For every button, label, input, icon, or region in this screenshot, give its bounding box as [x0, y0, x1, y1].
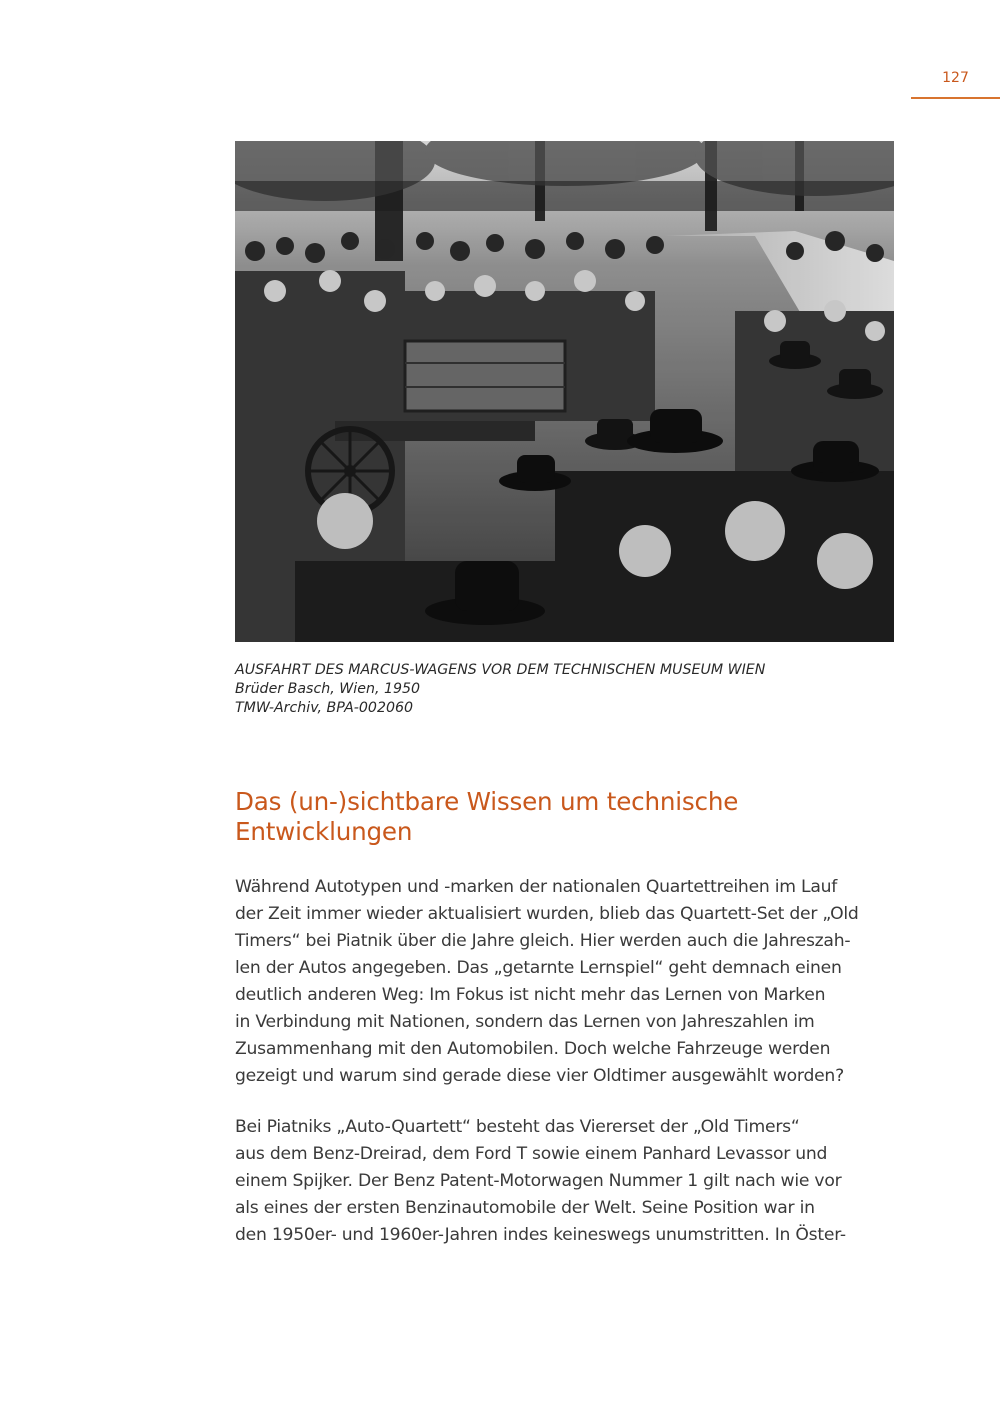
- text-line: aus dem Benz-Dreirad, dem Ford T sowie einem Panhard Levassor und: [235, 1144, 828, 1164]
- section-heading-line: Entwicklungen: [235, 817, 413, 846]
- text-line: in Verbindung mit Nationen, sondern das Lernen von Jahreszahlen im: [235, 1012, 815, 1032]
- historical-photo: [235, 141, 894, 642]
- text-line: Timers“ bei Piatnik über die Jahre gleich. Hier werden auch die Jahreszah-: [235, 931, 851, 951]
- text-line: den 1950er- und 1960er-Jahren indes keineswegs unumstritten. In Öster-: [235, 1225, 846, 1245]
- text-line: der Zeit immer wieder aktualisiert wurden, blieb das Quartett-Set der „Old: [235, 904, 859, 924]
- page-number: 127: [942, 70, 969, 86]
- photo-illustration: [235, 141, 894, 642]
- caption-credit: Brüder Basch, Wien, 1950: [235, 681, 421, 697]
- text-line: len der Autos angegeben. Das „getarnte Lernspiel“ geht demnach einen: [235, 958, 842, 978]
- text-line: Während Autotypen und -marken der nationalen Quartettreihen im Lauf: [235, 877, 838, 897]
- page-number-rule: [911, 97, 1000, 99]
- text-line: gezeigt und warum sind gerade diese vier Oldtimer ausgewählt worden?: [235, 1066, 844, 1086]
- text-line: einem Spijker. Der Benz Patent-Motorwagen Nummer 1 gilt nach wie vor: [235, 1171, 842, 1191]
- text-line: Zusammenhang mit den Automobilen. Doch welche Fahrzeuge werden: [235, 1039, 831, 1059]
- caption-title: AUSFAHRT DES MARCUS-WAGENS VOR DEM TECHNISCHEN MUSEUM WIEN: [235, 662, 766, 678]
- section-heading-line: Das (un-)sichtbare Wissen um technische: [235, 787, 739, 816]
- text-line: deutlich anderen Weg: Im Fokus ist nicht mehr das Lernen von Marken: [235, 985, 826, 1005]
- text-line: als eines der ersten Benzinautomobile der Welt. Seine Position war in: [235, 1198, 815, 1218]
- body-paragraph-2: [235, 1114, 905, 1249]
- text-line: Bei Piatniks „Auto-Quartett“ besteht das Viererset der „Old Timers“: [235, 1117, 800, 1137]
- photo-caption: [235, 661, 895, 718]
- body-paragraph-1: [235, 874, 905, 1090]
- section-heading: [235, 787, 895, 847]
- caption-archive: TMW-Archiv, BPA-002060: [235, 700, 414, 716]
